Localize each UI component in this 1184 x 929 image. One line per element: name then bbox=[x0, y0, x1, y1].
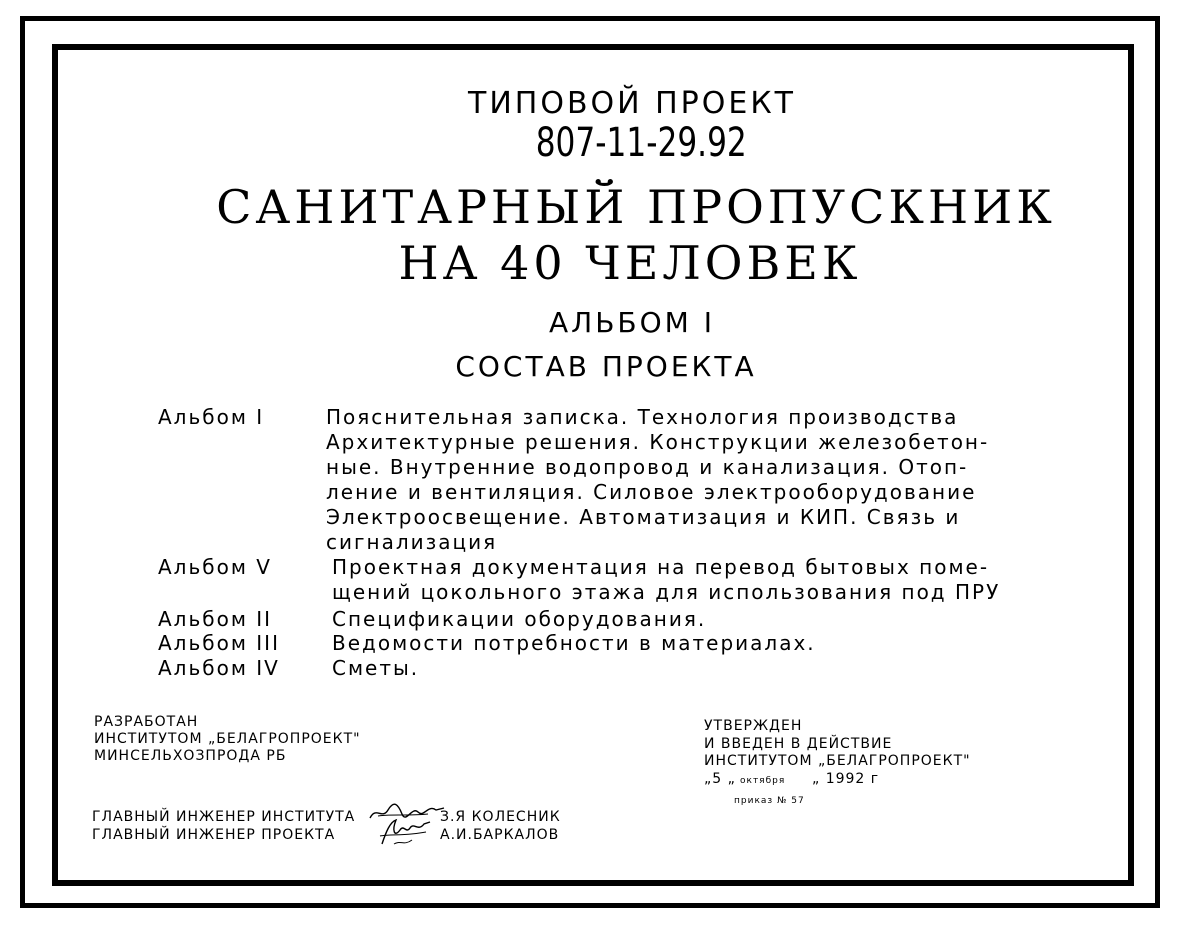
title-line-1: САНИТАРНЫЙ ПРОПУСКНИК bbox=[216, 180, 1056, 234]
signature-position-2: ГЛАВНЫЙ ИНЖЕНЕР ПРОЕКТА bbox=[92, 827, 336, 843]
project-number: 807-11-29.92 bbox=[535, 120, 747, 166]
album-label-4: Альбом IV bbox=[158, 656, 280, 680]
project-series: ТИПОВОЙ ПРОЕКТ bbox=[468, 86, 796, 121]
album-description-4: Сметы. bbox=[332, 656, 420, 680]
approved-date-month: октября bbox=[740, 776, 786, 786]
signature-barkalov-scribble bbox=[376, 816, 434, 848]
signature-name-2: А.И.БАРКАЛОВ bbox=[440, 827, 560, 843]
approved-line-2: И ВВЕДЕН В ДЕЙСТВИЕ bbox=[704, 736, 893, 752]
developed-line-3: МИНСЕЛЬХОЗПРОДА РБ bbox=[94, 748, 287, 764]
signature-position-1: ГЛАВНЫЙ ИНЖЕНЕР ИНСТИТУТА bbox=[92, 809, 356, 825]
approved-line-1: УТВЕРЖДЕН bbox=[704, 718, 803, 734]
developed-line-1: РАЗРАБОТАН bbox=[94, 714, 199, 730]
album-label-3: Альбом III bbox=[158, 631, 280, 655]
album-description-5: Проектная документация на перевод бытовых поме-щений цокольного этажа для использования под ПРУ bbox=[332, 555, 1001, 604]
album-heading: АЛЬБОМ I bbox=[549, 306, 715, 339]
approved-date-day: „5 „ bbox=[704, 771, 736, 787]
signature-name-1: З.Я КОЛЕСНИК bbox=[440, 809, 561, 825]
album-label-2: Альбом II bbox=[158, 607, 273, 631]
album-description-1: Пояснительная записка. Технология производства Архитектурные решения. Конструкции железобетон-ные. Внутренние водопровод и канализация. Отоп-ление и вентиляция. Силовое электрооборудование Электроосвещение. Автоматизация и КИП. Связь и сигнализация bbox=[326, 405, 990, 554]
approved-order: приказ № 57 bbox=[734, 796, 805, 806]
approved-date-year: „ 1992 г bbox=[812, 771, 880, 787]
composition-heading: СОСТАВ ПРОЕКТА bbox=[455, 350, 757, 383]
developed-line-2: ИНСТИТУТОМ „БЕЛАГРОПРОЕКТ" bbox=[94, 731, 361, 747]
album-label-5: Альбом V bbox=[158, 555, 272, 579]
album-label-1: Альбом I bbox=[158, 405, 265, 429]
album-description-3: Ведомости потребности в материалах. bbox=[332, 631, 816, 655]
album-description-2: Спецификации оборудования. bbox=[332, 607, 707, 631]
approved-line-3: ИНСТИТУТОМ „БЕЛАГРОПРОЕКТ" bbox=[704, 753, 971, 769]
title-line-2: НА 40 ЧЕЛОВЕК bbox=[398, 236, 862, 290]
